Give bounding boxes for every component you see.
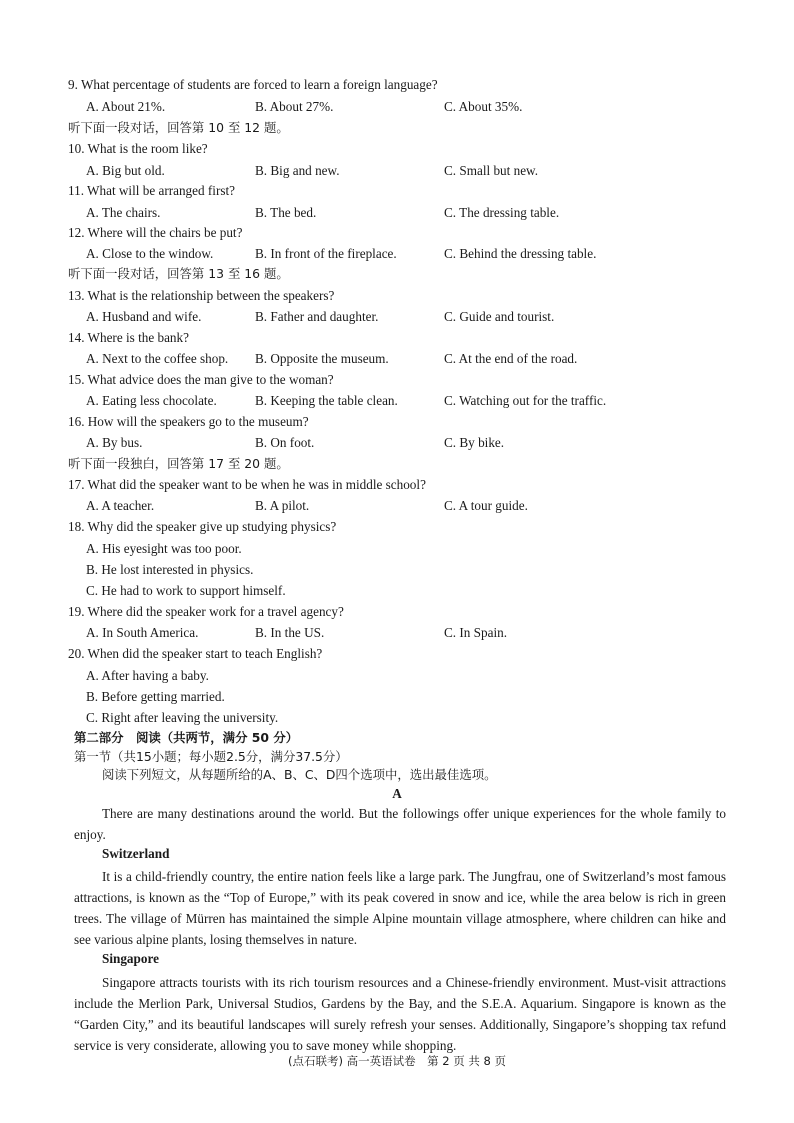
question-stem: 11. What will be arranged first? — [68, 183, 235, 198]
option-b: B. Keeping the table clean. — [255, 393, 398, 408]
option-a: A. About 21%. — [86, 99, 166, 114]
option-a: A. By bus. — [86, 435, 143, 450]
option-c: C. He had to work to support himself. — [86, 583, 286, 598]
option-b: B. Opposite the museum. — [255, 351, 389, 366]
section-instruction: 听下面一段对话，回答第 13 至 16 题。 — [68, 266, 289, 281]
section-title: 第一节（共15小题；每小题2.5分，满分37.5分） — [74, 749, 348, 764]
reading-instruction: 阅读下列短文，从每题所给的A、B、C、D四个选项中，选出最佳选项。 — [102, 767, 497, 782]
section-instruction: 听下面一段对话，回答第 10 至 12 题。 — [68, 120, 289, 135]
question-stem: 18. Why did the speaker give up studying physics? — [68, 519, 337, 534]
option-c: C. Small but new. — [444, 163, 539, 178]
paragraph-singapore: Singapore attracts tourists with its rich tourism resources and a Chinese-friendly environment. Must-visit attractions include the Merlion Park, Universal Studios, Gardens by the Bay, and the S.E.A. Aquarium. Singapore is known as the “Garden City,” and its beautiful landscapes will surely refresh your senses. Additionally, Singapore’s shopping tax refund service is very considerate, allowing you to save money while shopping. — [74, 975, 726, 1053]
option-c: C. About 35%. — [444, 99, 523, 114]
option-a: A. Close to the window. — [86, 246, 214, 261]
question-stem: 15. What advice does the man give to the woman? — [68, 372, 334, 387]
option-b: B. The bed. — [255, 205, 317, 220]
option-c: C. Behind the dressing table. — [444, 246, 597, 261]
heading-switzerland: Switzerland — [102, 846, 170, 861]
question-stem: 20. When did the speaker start to teach English? — [68, 646, 323, 661]
question-stem: 14. Where is the bank? — [68, 330, 189, 345]
option-c: C. By bike. — [444, 435, 505, 450]
option-a: A. A teacher. — [86, 498, 155, 513]
question-stem: 19. Where did the speaker work for a travel agency? — [68, 604, 344, 619]
option-c: C. Right after leaving the university. — [86, 710, 279, 725]
page-footer: (点石联考) 高一英语试卷 第 2 页 共 8 页 — [287, 1054, 507, 1068]
option-b: B. In front of the fireplace. — [255, 246, 397, 261]
question-stem: 17. What did the speaker want to be when he was in middle school? — [68, 477, 426, 492]
option-b: B. In the US. — [255, 625, 325, 640]
option-b: B. A pilot. — [255, 498, 310, 513]
paragraph-switzerland: It is a child-friendly country, the entire nation feels like a large park. The Jungfrau, one of Switzerland’s most famous attractions, is known as the “Top of Europe,” with its peak covered in snow and ice, while the area below is rich in green trees. The village of Mürren has maintained the simple Alpine mountain village atmosphere, where children can hike and see various alpine plants, losing themselves in nature. — [74, 869, 726, 947]
option-c: C. The dressing table. — [444, 205, 560, 220]
option-c: C. In Spain. — [444, 625, 508, 640]
option-c: C. A tour guide. — [444, 498, 528, 513]
option-a: A. The chairs. — [86, 205, 161, 220]
question-stem: 12. Where will the chairs be put? — [68, 225, 243, 240]
option-b: B. On foot. — [255, 435, 315, 450]
option-c: C. Guide and tourist. — [444, 309, 555, 324]
option-b: B. About 27%. — [255, 99, 334, 114]
option-b: B. Father and daughter. — [255, 309, 379, 324]
option-b: B. Big and new. — [255, 163, 340, 178]
option-a: A. Husband and wife. — [86, 309, 202, 324]
option-a: A. Next to the coffee shop. — [86, 351, 229, 366]
question-stem: 13. What is the relationship between the speakers? — [68, 288, 335, 303]
option-a: A. His eyesight was too poor. — [86, 541, 242, 556]
part-title: 第二部分 阅读（共两节，满分 50 分） — [74, 730, 299, 745]
question-stem: 10. What is the room like? — [68, 141, 208, 156]
option-a: A. Big but old. — [86, 163, 165, 178]
option-b: B. Before getting married. — [86, 689, 225, 704]
passage-intro: There are many destinations around the world. But the followings offer unique experiences for the whole family to enjoy. — [74, 806, 726, 842]
option-a: A. After having a baby. — [86, 668, 209, 683]
option-b: B. He lost interested in physics. — [86, 562, 254, 577]
option-a: A. Eating less chocolate. — [86, 393, 217, 408]
question-stem: 9. What percentage of students are forced to learn a foreign language? — [68, 77, 438, 92]
passage-label: A — [392, 786, 402, 801]
option-c: C. Watching out for the traffic. — [444, 393, 607, 408]
option-a: A. In South America. — [86, 625, 199, 640]
heading-singapore: Singapore — [102, 951, 159, 966]
question-stem: 16. How will the speakers go to the museum? — [68, 414, 309, 429]
section-instruction: 听下面一段独白，回答第 17 至 20 题。 — [68, 456, 289, 471]
option-c: C. At the end of the road. — [444, 351, 578, 366]
